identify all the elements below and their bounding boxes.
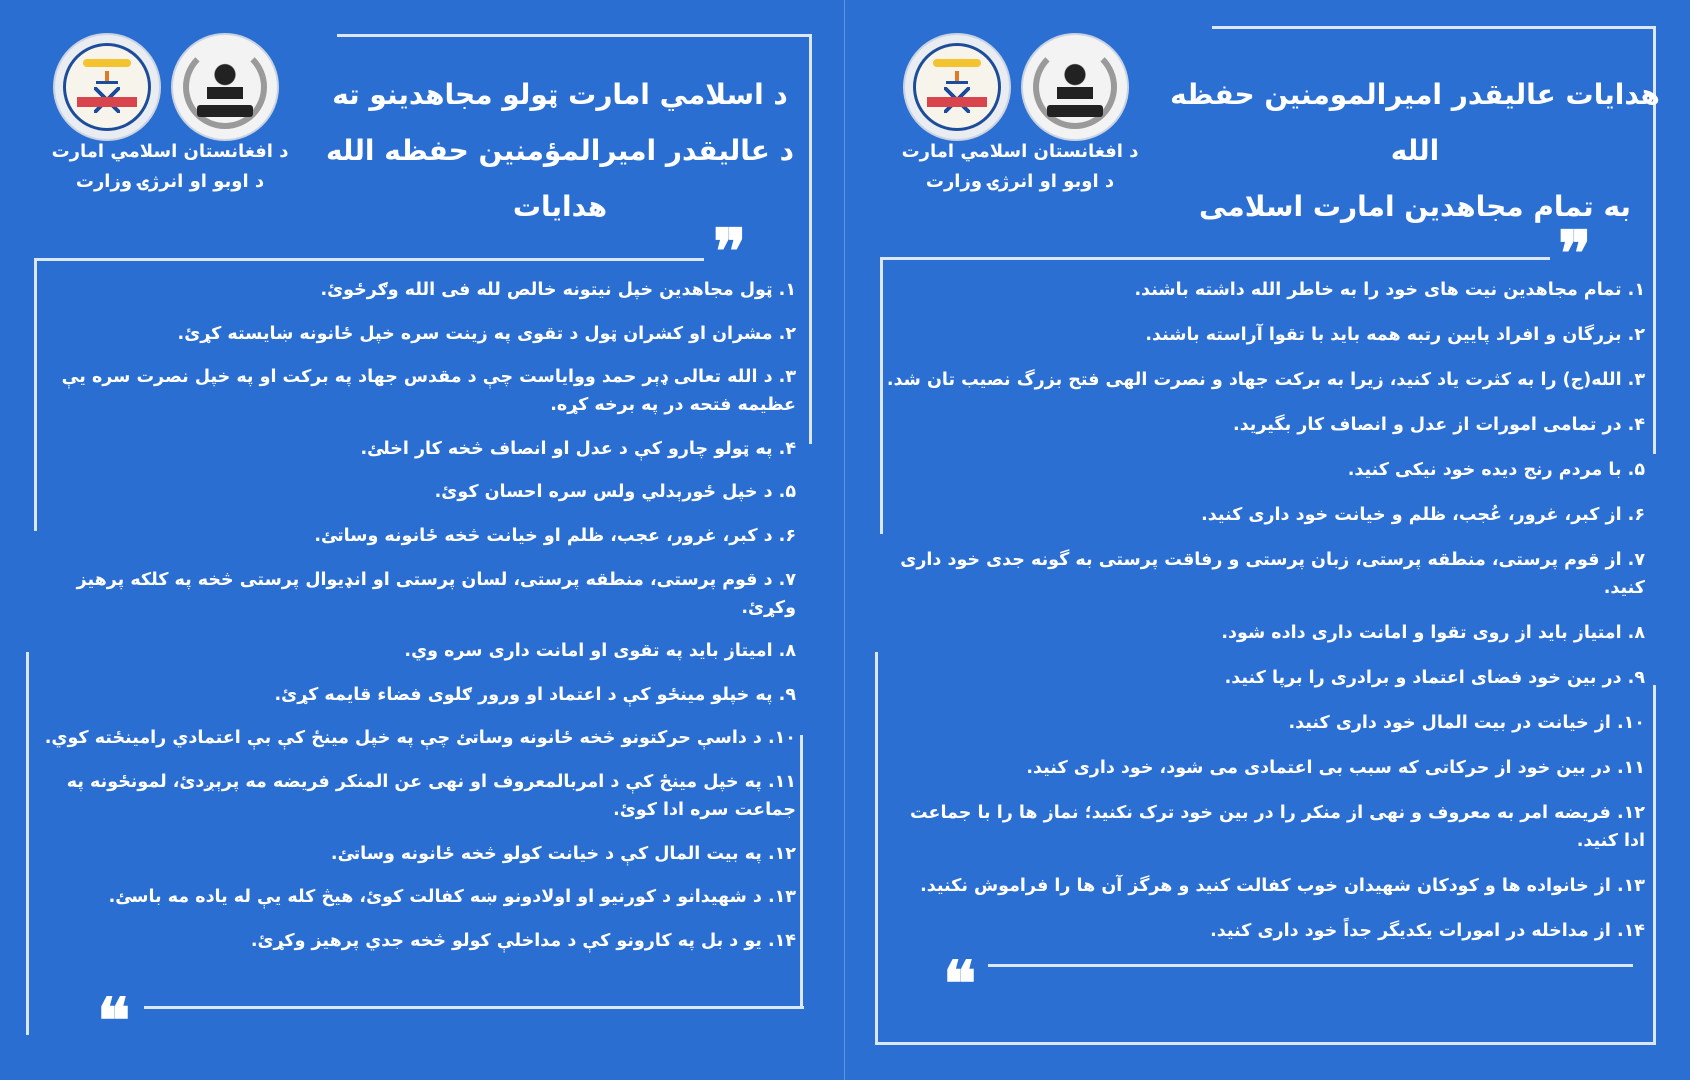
list-item: ۵. با مردم رنج دیده خود نیکی کنید.	[1347, 460, 1645, 480]
frame-right-line-top	[809, 34, 812, 444]
guidance-list	[885, 276, 1645, 962]
frame-left-line-lower	[875, 652, 878, 1044]
frame-bottom-line	[144, 1006, 804, 1009]
list-item: ۱۰. از خیانت در بیت المال خود داری کنید.	[1288, 713, 1645, 733]
list-item: ۱۴. یو د بل په کارونو کې د مداخلې کولو څخه جدي پرهیز وکړئ.	[250, 930, 796, 951]
title-line-2: به تمام مجاهدین امارت اسلامی	[1199, 190, 1631, 223]
title-line-1: هدایات عالیقدر امیرالمومنین حفظه الله	[1170, 78, 1660, 167]
list-item: ۲. مشران او کشران ټول د تقوی په زینت سره خپل ځانونه ښایسته کړئ.	[177, 323, 796, 344]
logos	[905, 35, 1127, 139]
list-item: ۱۴. از مداخله در امورات یکدیگر جداً خود داری کنید.	[1210, 921, 1645, 941]
frame-mid-line	[880, 257, 1550, 260]
dari-panel	[845, 0, 1690, 1080]
quote-close-icon: ❝	[943, 947, 977, 1020]
list-item: ۸. امیتاز باید په تقوی او امانت داری سره وي.	[404, 641, 796, 662]
list-item: ۶. از کبر، غرور، عُجب، ظلم و خیانت خود داری کنید.	[1201, 505, 1645, 525]
list-item: ۹. په خپلو مینځو کې د اعتماد او ورور ګلوی فضاء قایمه کړئ.	[274, 684, 796, 705]
list-item: ۱۰. د داسې حرکتونو څخه ځانونه وساتئ چې په خپل مینځ کې بې اعتمادي رامینځته کوي.	[44, 728, 796, 749]
list-item: ۲. بزرگان و افراد پایین رتبه همه باید با تقوا آراسته باشند.	[1145, 325, 1645, 345]
list-item: ۵. د خپل ځورېدلي ولس سره احسان کوئ.	[434, 482, 796, 503]
page-title	[1170, 67, 1660, 235]
frame-left-line	[34, 258, 37, 531]
quote-open-icon: ❞	[713, 215, 747, 288]
frame-left-line-lower	[26, 652, 29, 1035]
title-line-1: د اسلامي امارت ټولو مجاهدینو ته	[332, 78, 788, 111]
ministry-name	[890, 137, 1150, 197]
frame-top-line	[1212, 26, 1655, 29]
list-item: ۱۱. در بین خود از حرکاتی که سبب بی اعتمادی می شود، خود داری کنید.	[1026, 758, 1645, 778]
list-item: ۷. د قوم پرستی، منطقه پرستی، لسان پرستی او انډیوال پرستی څخه په کلکه پرهیز وکړئ.	[76, 569, 796, 618]
frame-left-line	[880, 257, 883, 534]
ministry-seal-logo	[905, 35, 1009, 139]
ministry-line-2: د اوبو او انرژۍ وزارت	[75, 171, 265, 192]
title-line-2: د عالیقدر امیرالمؤمنین حفظه الله هدایات	[325, 134, 795, 223]
ministry-seal-logo	[55, 35, 159, 139]
list-item: ۱۳. د شهیدانو د کورنیو او اولادونو ښه کفالت کوئ، هیڅ کله یې له یاده مه باسئ.	[108, 887, 796, 908]
list-item: ۱۳. از خانواده ها و کودکان شهیدان خوب کفالت کنید و هرگز آن ها را فراموش نکنید.	[920, 876, 1645, 896]
guidance-list	[38, 276, 796, 970]
list-item: ۱. ټول مجاهدین خپل نیتونه خالص لله فی الله وګرځوئ.	[320, 280, 796, 300]
quote-close-icon: ❝	[97, 984, 131, 1057]
list-item: ۸. امتیاز باید از روی تقوا و امانت داری داده شود.	[1221, 623, 1645, 643]
frame-right-line-bottom	[800, 735, 803, 1009]
ministry-name	[40, 137, 300, 197]
list-item: ۳. د الله تعالی ډېر حمد ووایاست چې د مقدس جهاد په برکت او په خپل نصرت سره یې عظیمه فتحه در په برخه کړه.	[61, 367, 796, 416]
list-item: ۷. از قوم پرستی، منطقه پرستی، زبان پرستی و رفاقت پرستی به گونه جدی خود داری کنید.	[900, 550, 1645, 598]
ministry-line-1: د افغانستان اسلامي امارت	[51, 141, 289, 162]
frame-right-line-bottom	[1653, 685, 1656, 1045]
list-item: ۱۲. په بیت المال کې د خیانت کولو څخه ځانونه وساتئ.	[330, 843, 796, 864]
list-item: ۶. د کبر، غرور، عجب، ظلم او خیانت څخه ځانونه وساتئ.	[314, 525, 796, 546]
emirate-emblem-logo	[173, 35, 277, 139]
list-item: ۱۱. په خپل مینځ کې د امربالمعروف او نهی عن المنکر فریضه مه پرېږدئ، لمونځونه په جماعت سره ادا کوئ.	[66, 771, 796, 820]
list-item: ۳. الله(ج) را به کثرت یاد کنید، زیرا به برکت جهاد و نصرت الهی فتح بزرگ نصیب تان شد.	[886, 370, 1645, 390]
frame-bottom-line	[875, 1042, 1655, 1045]
logos	[55, 35, 277, 139]
frame-mid-line	[34, 258, 704, 261]
ministry-line-1: د افغانستان اسلامي امارت	[901, 141, 1139, 162]
page-title	[320, 67, 800, 235]
list-item: ۱۲. فریضه امر به معروف و نهی از منکر را در بین خود ترک نکنید؛ نماز ها را با جماعت ادا کنید.	[909, 803, 1645, 851]
frame-top-line	[337, 34, 812, 37]
ministry-line-2: د اوبو او انرژۍ وزارت	[925, 171, 1115, 192]
list-item: ۴. په ټولو چارو کې د عدل او انصاف څخه کار اخلئ.	[360, 438, 796, 459]
frame-inner-bottom-line	[988, 964, 1633, 967]
emirate-emblem-logo	[1023, 35, 1127, 139]
list-item: ۴. در تمامی امورات از عدل و انصاف کار بگیرید.	[1233, 415, 1645, 435]
list-item: ۹. در بین خود فضای اعتماد و برادری را برپا کنید.	[1224, 668, 1645, 688]
list-item: ۱. تمام مجاهدین نیت های خود را به خاطر الله داشته باشند.	[1134, 280, 1645, 300]
quote-open-icon: ❞	[1558, 217, 1592, 290]
